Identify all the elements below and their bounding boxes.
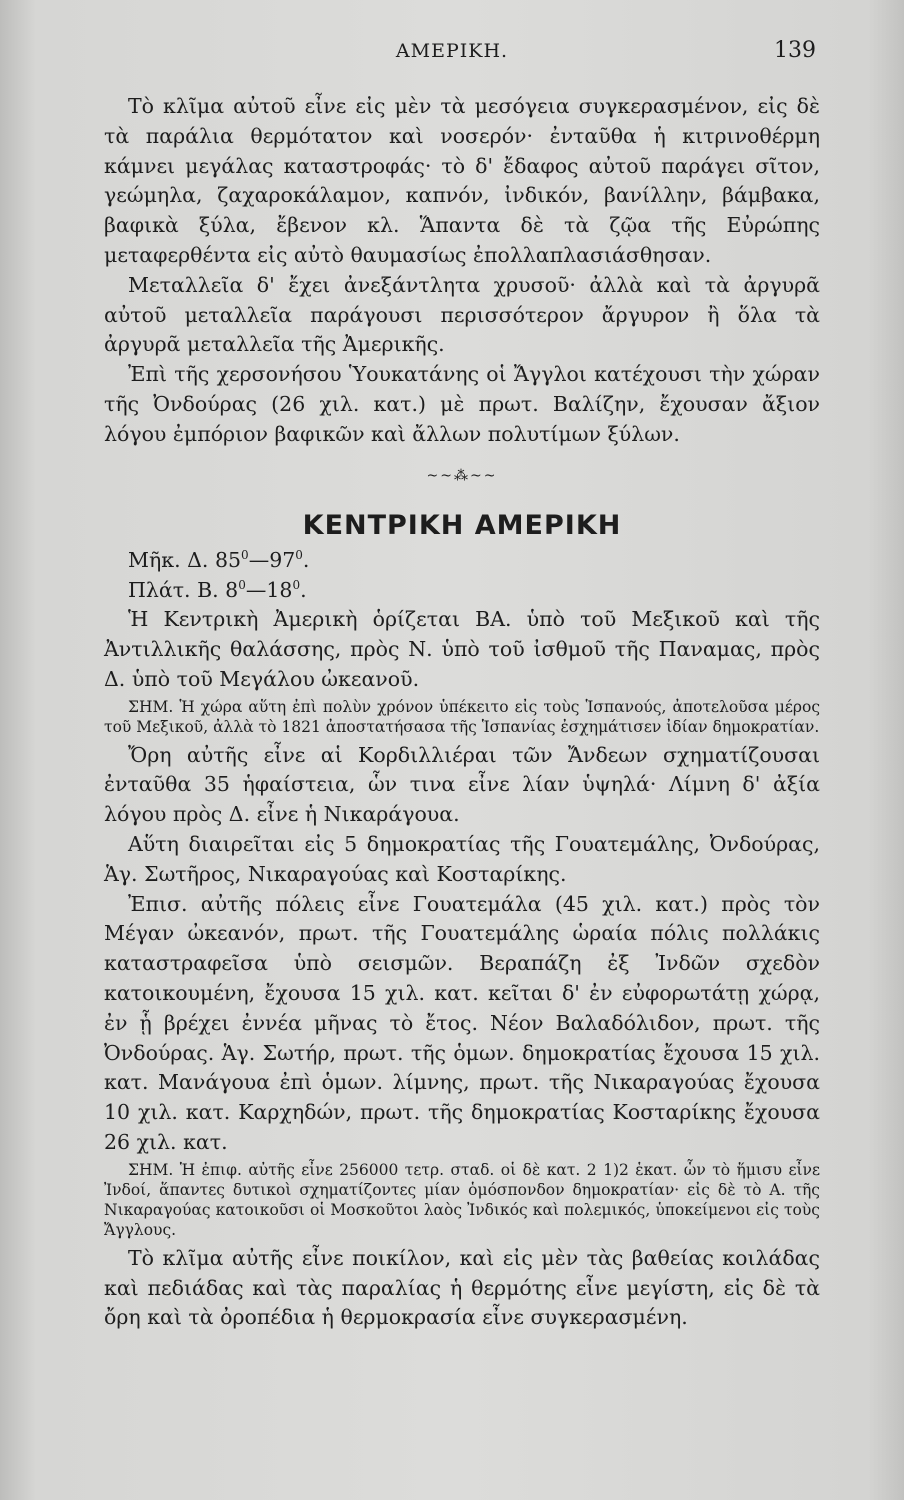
paragraph-cities: Ἐπισ. αὐτῆς πόλεις εἶνε Γουατεμάλα (45 χιλ. κατ.) πρὸς τὸν Μέγαν ὠκεανόν, πρωτ. τῆς Γουατεμάλης ὡραία πόλις πολλάκις καταστραφεῖσα ὑπὸ σεισμῶν. Βεραπάζη ἐξ Ἰνδῶν σχεδὸν κατοικουμένη, ἔχουσα 15 χιλ. κατ. κεῖται δ' ἐν εὐφορωτάτῃ χώρᾳ, ἐν ᾗ βρέχει ἐννέα μῆνας τὸ ἔτος. Νέον Βαλαδόλιδον, πρωτ. τῆς Ὀνδούρας. Ἁγ. Σωτήρ, πρωτ. τῆς ὁμων. δημοκρατίας ἔχουσα 15 χιλ. κατ. Μανάγουα ἐπὶ ὁμων. λίμνης, πρωτ. τῆς Νικαραγούας ἔχουσα 10 χιλ. κατ. Καρχηδών, πρωτ. τῆς δημοκρατίας Κοσταρίκης ἔχουσα 26 χιλ. κατ. [104,891,820,1154]
latitude-label: Πλάτ. Β. 8 [128,578,239,603]
section-title: ΚΕΝΤΡΙΚΗ ΑΜΕΡΙΚΗ [302,510,622,542]
paragraph-climate-central: Τὸ κλῖμα αὐτῆς εἶνε ποικίλον, καὶ εἰς μὲν τὰς βαθείας κοιλάδας καὶ πεδιάδας καὶ τὰς παραλίας ἡ θερμότης εἶνε μεγίστη, εἰς δὲ τὰ ὄρη καὶ τὰ ὀροπέδια ἡ θερμοκρασία εἶνε συγκερασμένη. [104,1245,820,1330]
paragraph-climate: Τὸ κλῖμα αὐτοῦ εἶνε εἰς μὲν τὰ μεσόγεια συγκερασμένον, εἰς δὲ τὰ παράλια θερμότατον καὶ νοσερόν· ἐνταῦθα ἡ κιτρινοθέρμη κάμνει μεγάλας καταστροφάς· τὸ δ' ἔδαφος αὐτοῦ παράγει σῖτον, γεώμηλα, ζαχαροκάλαμον, καπνόν, ἰνδικόν, βανίλλην, βάμβακα, βαφικὰ ξύλα, ἔβενον κλ. Ἅπαντα δὲ τὰ ζῷα τῆς Εὐρώπης μεταφερθέντα εἰς αὐτὸ θαυμασίως ἐπολλαπλασιάσθησαν. [104,94,820,267]
paragraph-divisions: Αὕτη διαιρεῖται εἰς 5 δημοκρατίας τῆς Γουατεμάλης, Ὀνδούρας, Ἁγ. Σωτῆρος, Νικαραγούας καὶ Κοσταρίκης. [104,831,820,886]
period: . [302,548,310,573]
paragraph-mines: Μεταλλεῖα δ' ἔχει ἀνεξάντλητα χρυσοῦ· ἀλλὰ καὶ τὰ ἀργυρᾶ αὐτοῦ μεταλλεῖα παράγουσι περισσότερον ἄργυρον ἢ ὅλα τὰ ἀργυρᾶ μεταλλεῖα τῆς Ἀμερικῆς. [104,272,820,357]
running-title: ΑΜΕΡΙΚΗ. [395,40,509,62]
note-population: ΣΗΜ. Ἡ ἐπιφ. αὐτῆς εἶνε 256000 τετρ. σταδ. οἱ δὲ κατ. 2 1)2 ἑκατ. ὧν τὸ ἥμισυ εἶνε Ἰνδοί, ἅπαντες δυτικοὶ σχηματίζοντες μίαν ὁμόσπονδον δημοκρατίαν· εἰς δὲ τὸ Α. τῆς Νικαραγούας κατοικοῦσι οἱ Μοσκοῦτοι λαὸς Ἰνδικός καὶ πολεμικός, ὑποκείμενοι εἰς τοὺς Ἄγγλους. [104,1160,820,1239]
paragraph-borders: Ἡ Κεντρικὴ Ἀμερικὴ ὁρίζεται ΒΑ. ὑπὸ τοῦ Μεξικοῦ καὶ τῆς Ἀντιλλικῆς θαλάσσης, πρὸς Ν. ὑπὸ τοῦ ἰσθμοῦ τῆς Παναμας, πρὸς Δ. ὑπὸ τοῦ Μεγάλου ὠκεανοῦ. [104,607,820,691]
note-history: ΣΗΜ. Ἡ χώρα αὕτη ἐπὶ πολὺν χρόνον ὑπέκειτο εἰς τοὺς Ἱσπανούς, ἀποτελοῦσα μέρος τοῦ Μεξικοῦ, ἀλλὰ τὸ 1821 ἀποστατήσασα τῆς Ἱσπανίας ἐσχημάτισεν ἰδίαν δημοκρατίαν. [104,697,820,736]
paragraph-mountains: Ὄρη αὐτῆς εἶνε αἱ Κορδιλλιέραι τῶν Ἄνδεων σχηματίζουσαι ἐνταῦθα 35 ἡφαίστεια, ὧν τινα εἶνε λίαν ὑψηλά· Λίμνη δ' ἀξία λόγου πρὸς Δ. εἶνε ἡ Νικαράγουα. [104,742,820,827]
page-number: 139 [774,38,816,63]
period: . [300,578,307,603]
degree-sup: 0 [241,548,249,563]
latitude-line [128,575,820,605]
page-body [104,92,820,1333]
longitude-label: Μῆκ. Δ. 85 [128,548,242,573]
degree-sup: 0 [295,548,303,563]
longitude-line [128,545,820,575]
paragraph-yucatan: Ἐπὶ τῆς χερσονήσου Ὑουκατάνης οἱ Ἄγγλοι κατέχουσι τὴν χώραν τῆς Ὀνδούρας (26 χιλ. κατ.) μὲ πρωτ. Βαλίζην, ἔχουσαν ἄξιον λόγου ἐμπόριον βαφικῶν καὶ ἄλλων πολυτίμων ξύλων. [104,362,820,446]
latitude-range-end: —18 [245,578,293,603]
degree-sup: 0 [238,578,246,593]
degree-sup: 0 [292,578,301,593]
longitude-range-end: —97 [248,548,296,573]
ornament-divider: ~~⁂~~ [426,467,498,484]
